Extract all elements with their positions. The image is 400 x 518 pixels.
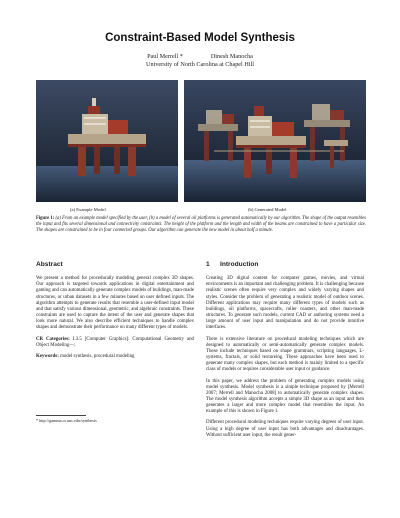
cr-categories bbox=[36, 337, 194, 349]
introduction-heading bbox=[206, 262, 364, 268]
intro-paragraph-4: Different procedural modeling techniques require varying degrees of user input. Using a high degree of user input has both advantages and disadvantages. Without sufficient user input, the result gener- bbox=[206, 420, 364, 438]
affiliation: University of North Carolina at Chapel Hill bbox=[146, 60, 254, 68]
left-column bbox=[36, 262, 194, 365]
abstract-heading: Abstract bbox=[36, 261, 63, 268]
abstract-body: We present a method for procedurally modeling general complex 3D shapes. Our approach is targeted towards applications in digital entertainment and gaming and can automatically generate complex models of buildings, man-made structures, or urban datasets in a few minutes based on user defined inputs. The algorithm attempts to generate results that resemble a user-defined input model and that satisfy various dimensional, geometric, and algebraic constraints. These constraints are used to capture the intent of the user and generate shapes that look more natural. We also describe efficient techniques to handle complex shapes and demonstrate their performance on many different types of models. bbox=[36, 276, 194, 331]
intro-paragraph-3: In this paper, we address the problem of generating complex models using model synthesis. Model synthesis is a simple technique proposed by [Merrell 2007; Merrell and Manocha 2008] to automatically generate complex shapes. The model synthesis algorithm accepts a simple 3D shape as an input and then generates a larger and more complex model that resembles the input. An example of this is shown in Figure 1. bbox=[206, 378, 364, 415]
intro-paragraph-2: There is extensive literature on procedural modeling techniques which are designed to automatically or semi-automatically generate complex models. These include techniques based on shape grammars, scripting languages, L-systems, fractals, or solid textureing. These approaches have been used to generate many complex shapes, but each method is mainly limited to a specific class of models or requires considerable user input or guidance. bbox=[206, 336, 364, 373]
subfigure-a-label: (a) Example Model bbox=[70, 207, 106, 212]
figure-caption bbox=[36, 216, 366, 234]
figure-caption-text: (a) From an example model specified by the user, (b) a model of several oil platforms is generated automatically by our algorithm. The shape of the output resembles the input and fits several dimensional and connectivity constraints. The height of the platform and the length and width of the beams are constrained to have a particular size. The shapes are constrained to be in four connected groups. Our algorithm can generate the new model in about half a minute. bbox=[36, 216, 366, 234]
figure-example-model-image bbox=[36, 80, 178, 202]
cr-categories-text: I.3.5 [Computer Graphics]: Computational Geometry and Object Modeling—; bbox=[36, 336, 194, 348]
keywords-text: model synthesis, procedural modeling bbox=[60, 353, 135, 359]
figure-caption-label: Figure 1: bbox=[36, 216, 55, 221]
author-2: Dinesh Manocha bbox=[210, 53, 253, 60]
section-title: Introduction bbox=[220, 261, 259, 268]
cr-categories-label: CR Categories: bbox=[36, 336, 70, 342]
figure-generated-model-image bbox=[184, 80, 366, 202]
keywords-label: Keywords: bbox=[36, 353, 59, 359]
paper-title: Constraint-Based Model Synthesis bbox=[105, 32, 295, 44]
right-column bbox=[206, 262, 364, 444]
footnote: * http://gamma.cs.unc.edu/synthesis bbox=[36, 418, 97, 423]
intro-paragraph-1: Creating 3D digital content for computer games, movies, and virtual environments is an important and challenging problem. It is challenging because realistic scenes often require very complex and widely varying shapes and styles. Consider the problem of generating a realistic model of outdoor scenes. Different applications may require many different types of models such as buildings, oil platforms, spacecrafts, roller coasters, and other man-made structures. To generate such models, current CAD or authoring systems need a large amount of user input and manipulation and do not provide intuitive interfaces. bbox=[206, 276, 364, 331]
keywords bbox=[36, 354, 194, 360]
author-1: Paul Merrell * bbox=[147, 53, 183, 60]
subfigure-b-label: (b) Generated Model bbox=[248, 207, 287, 212]
footnote-divider bbox=[36, 415, 86, 416]
section-number: 1 bbox=[206, 261, 210, 268]
author-block bbox=[0, 53, 400, 68]
